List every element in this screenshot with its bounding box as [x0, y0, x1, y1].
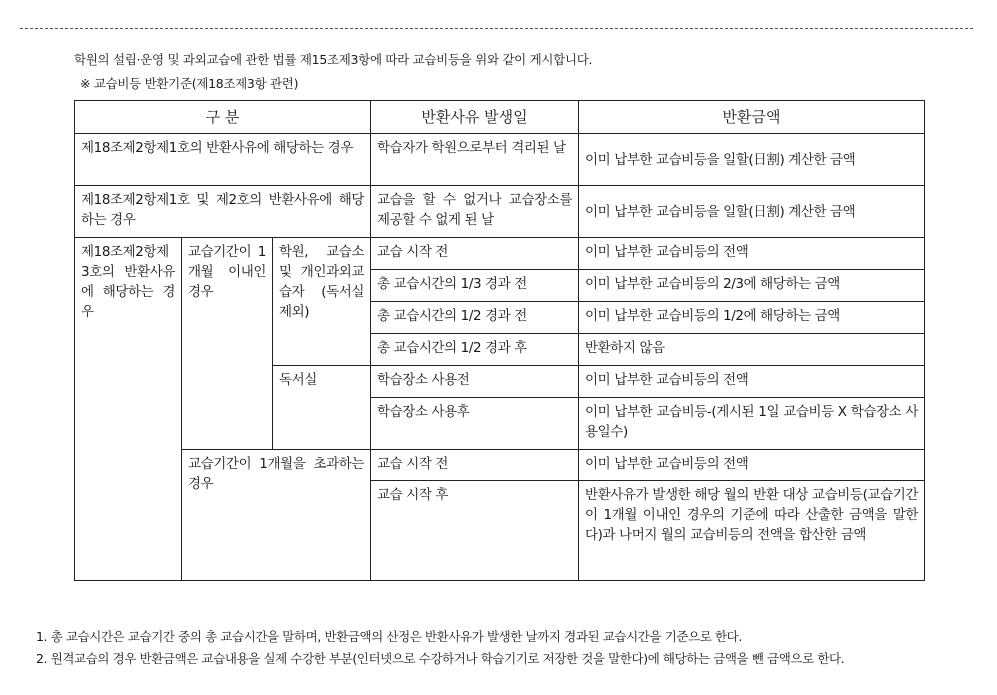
header-occurrence: 반환사유 발생일: [371, 101, 579, 134]
row3-category: 제18조제2항제3호의 반환사유에 해당하는 경우: [75, 238, 182, 581]
amount-cell: 이미 납부한 교습비등-(게시된 1일 교습비등 X 학습장소 사용일수): [579, 398, 925, 450]
occurrence-cell: 학습장소 사용후: [371, 398, 579, 450]
occurrence-cell: 총 교습시간의 1/3 경과 전: [371, 270, 579, 302]
amount-cell: 반환사유가 발생한 해당 월의 반환 대상 교습비등(교습기간이 1개월 이내인 경우의 기준에 따라 산출한 금액을 말한다)과 나머지 월의 교습비등의 전액을 합산한 금액: [579, 481, 925, 581]
row2-category: 제18조제2항제1호 및 제2호의 반환사유에 해당하는 경우: [75, 186, 371, 238]
row1-occurrence: 학습자가 학원으로부터 격리된 날: [371, 134, 579, 186]
footnotes: [36, 626, 844, 670]
occurrence-cell: 교습 시작 전: [371, 450, 579, 481]
dashed-separator: [20, 28, 973, 29]
table-header-row: [75, 101, 925, 134]
period-within-1month: 교습기간이 1개월 이내인 경우: [182, 238, 273, 450]
intro-text: 학원의 설립·운영 및 과외교습에 관한 법률 제15조제3항에 따라 교습비등을 위와 같이 게시합니다.: [74, 52, 593, 67]
occurrence-cell: 교습 시작 전: [371, 238, 579, 270]
academy-type: 학원, 교습소 및 개인과외교습자 (독서실 제외): [273, 238, 371, 366]
refund-criteria-note: ※ 교습비등 반환기준(제18조제3항 관련): [80, 76, 299, 91]
row2-amount: 이미 납부한 교습비등을 일할(日割) 계산한 금액: [579, 186, 925, 238]
amount-cell: 반환하지 않음: [579, 334, 925, 366]
amount-cell: 이미 납부한 교습비등의 전액: [579, 238, 925, 270]
reading-room-type: 독서실: [273, 366, 371, 450]
occurrence-cell: 총 교습시간의 1/2 경과 전: [371, 302, 579, 334]
period-over-1month: 교습기간이 1개월을 초과하는 경우: [182, 450, 371, 581]
amount-cell: 이미 납부한 교습비등의 1/2에 해당하는 금액: [579, 302, 925, 334]
occurrence-cell: 총 교습시간의 1/2 경과 후: [371, 334, 579, 366]
header-category: 구 분: [75, 101, 371, 134]
row1-category: 제18조제2항제1호의 반환사유에 해당하는 경우: [75, 134, 371, 186]
refund-table: [74, 100, 925, 581]
footnote-2: 2. 원격교습의 경우 반환금액은 교습내용을 실제 수강한 부분(인터넷으로 수강하거나 학습기기로 저장한 것을 말한다)에 해당하는 금액을 뺀 금액으로 한다.: [36, 651, 845, 666]
header-amount: 반환금액: [579, 101, 925, 134]
table-row: [75, 450, 925, 481]
row1-amount: 이미 납부한 교습비등을 일할(日割) 계산한 금액: [579, 134, 925, 186]
table-row: [75, 186, 925, 238]
table-row: [75, 238, 925, 270]
occurrence-cell: 학습장소 사용전: [371, 366, 579, 398]
amount-cell: 이미 납부한 교습비등의 2/3에 해당하는 금액: [579, 270, 925, 302]
row2-occurrence: 교습을 할 수 없거나 교습장소를 제공할 수 없게 된 날: [371, 186, 579, 238]
amount-cell: 이미 납부한 교습비등의 전액: [579, 366, 925, 398]
amount-cell: 이미 납부한 교습비등의 전액: [579, 450, 925, 481]
table-row: [75, 134, 925, 186]
occurrence-cell: 교습 시작 후: [371, 481, 579, 581]
footnote-1: 1. 총 교습시간은 교습기간 중의 총 교습시간을 말하며, 반환금액의 산정은 반환사유가 발생한 날까지 경과된 교습시간을 기준으로 한다.: [36, 629, 742, 644]
